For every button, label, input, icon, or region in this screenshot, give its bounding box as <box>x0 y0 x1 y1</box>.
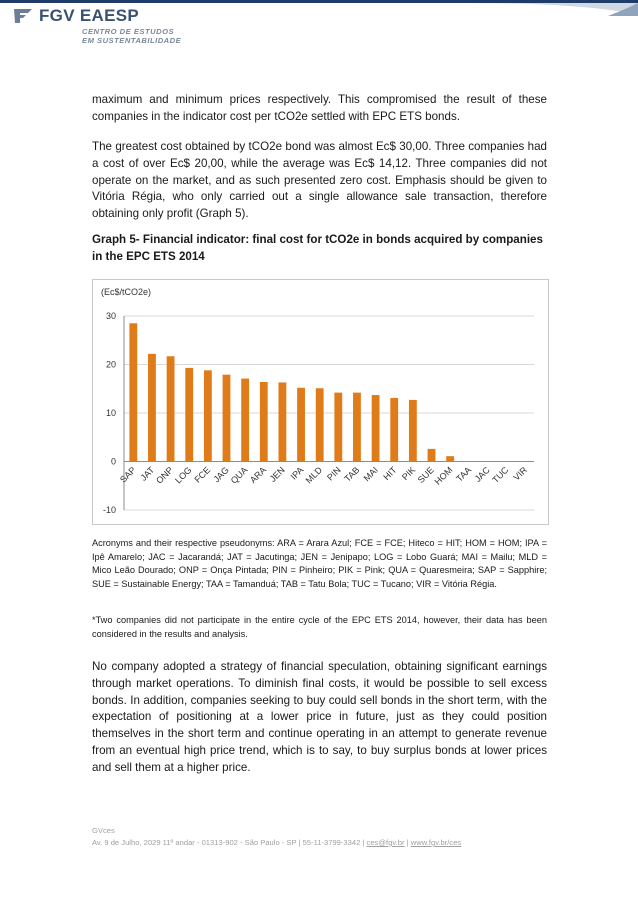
x-category-label: SUE <box>415 464 436 486</box>
y-tick-label: 10 <box>105 408 116 418</box>
x-category-label: HIT <box>381 464 399 483</box>
x-category-label: PIN <box>325 464 343 483</box>
x-category-label: IPA <box>288 464 306 482</box>
bar-jat <box>148 354 156 462</box>
bar-ara <box>260 382 268 462</box>
y-axis-label: (Ec$/tCO2e) <box>101 287 152 297</box>
bar-qua <box>241 379 249 462</box>
chart-canvas <box>93 280 548 524</box>
x-category-label: JAC <box>472 464 492 484</box>
bar-ipa <box>297 388 305 462</box>
participation-note: *Two companies did not participate in the entire cycle of the EPC ETS 2014, however, their data has been considered in the results and analysis. <box>92 615 547 639</box>
bar-sue <box>428 449 436 462</box>
footer-contact <box>92 838 562 847</box>
acronyms-note: Acronyms and their respective pseudonyms: ARA = Arara Azul; FCE = FCE; Hiteco = HIT; HOM = HOM; IPA = Ipê Amarelo; JAC = Jacarandá; JAT = Jacutinga; JEN = Jenipapo; LOG = Lobo Guará; MAI = Mailu; MLD = Mico Leão Dourado; ONP = Onça Pintada; PIN = Pinheiro; PIK = Pink; QUA = Quaresmeira; SAP = Sapphire; SUE = Sustainable Energy; TAA = Tamanduá; TAB = Tatu Bola; TUC = Tucano; VIR = Vitória Régia. <box>92 538 547 589</box>
logo-text: FGV EAESP <box>39 6 140 25</box>
logo-subtitle-line2: EM SUSTENTABILIDADE <box>82 36 182 45</box>
bar-fce <box>204 370 212 461</box>
y-tick-label: -10 <box>102 505 116 515</box>
bar-jen <box>278 382 286 461</box>
bar-pin <box>334 393 342 462</box>
x-category-label: QUA <box>228 464 250 486</box>
x-axis-categories <box>118 464 530 486</box>
logo-subtitle <box>82 27 181 45</box>
bar-mai <box>372 395 380 461</box>
bar-chart <box>92 279 549 525</box>
x-category-label: MLD <box>303 464 325 486</box>
header-swoosh-graphic <box>458 0 638 16</box>
bar-jag <box>223 375 231 462</box>
x-category-label: JAG <box>211 464 231 485</box>
x-category-label: TUC <box>490 464 511 485</box>
footer-website-link[interactable]: www.fgv.br/ces <box>410 838 462 847</box>
bar-tab <box>353 393 361 462</box>
y-tick-label: 30 <box>105 311 116 321</box>
x-category-label: JEN <box>267 464 287 484</box>
x-category-label: ARA <box>248 464 269 486</box>
footer-separator: | <box>406 838 409 847</box>
x-category-label: PIK <box>399 464 418 483</box>
paragraph-1: maximum and minimum prices respectively. This compromised the result of these companies in the indicator cost per tCO2e settled with EPC ETS bonds. <box>92 93 547 123</box>
x-category-label: TAA <box>454 464 474 484</box>
fgv-logo-icon <box>12 7 34 25</box>
bar-hit <box>390 398 398 462</box>
x-category-label: FCE <box>192 464 213 485</box>
fgv-logo[interactable] <box>12 7 139 25</box>
y-tick-label: 20 <box>105 359 116 370</box>
x-category-label: SAP <box>117 464 138 485</box>
x-category-label: HOM <box>432 464 455 487</box>
x-category-label: VIR <box>511 464 530 483</box>
bars <box>129 323 454 461</box>
bar-pik <box>409 400 417 462</box>
bar-hom <box>446 456 454 461</box>
bar-onp <box>167 356 175 461</box>
bar-log <box>185 368 193 462</box>
footer-email-link[interactable]: ces@fgv.br <box>366 838 405 847</box>
x-category-label: LOG <box>173 464 194 486</box>
y-tick-label: 0 <box>110 456 116 467</box>
bar-mld <box>316 388 324 461</box>
x-category-label: JAT <box>138 464 157 483</box>
footer-address: Av. 9 de Julho, 2029 11º andar - 01313-902 - São Paulo - SP | 55-11-3799-3342 | <box>92 838 365 847</box>
graph-caption: Graph 5- Financial indicator: final cost for tCO2e in bonds acquired by companies in the EPC ETS 2014 <box>92 233 543 263</box>
logo-subtitle-line1: CENTRO DE ESTUDOS <box>82 27 175 36</box>
paragraph-3: No company adopted a strategy of financial speculation, obtaining significant earnings through market operations. To diminish final costs, it would be possible to sell excess bonds. In addition, companies seeking to buy could sell bonds in the short term, with the expectation of positioning at a lower price in future, just as they could position themselves in the short term and continue operating in an attempt to generate revenue from an eventual high price trend, which is to say, to buy surplus bonds at lower prices and sell them at a higher price. <box>92 660 547 774</box>
footer-org: GVces <box>92 826 115 835</box>
bar-sap <box>129 323 137 461</box>
x-category-label: MAI <box>361 464 381 484</box>
paragraph-2: The greatest cost obtained by tCO2e bond was almost Ec$ 30,00. Three companies had a cost of over Ec$ 20,00, while the average was Ec$ 14,12. Three companies did not operate on the market, and as such presented zero cost. Emphasis should be given to Vitória Régia, who only carried out a single allowance sale transaction, therefore obtaining only profit (Graph 5). <box>92 140 547 221</box>
y-axis-ticks <box>103 311 116 515</box>
x-category-label: ONP <box>154 464 176 486</box>
x-category-label: TAB <box>342 464 362 484</box>
